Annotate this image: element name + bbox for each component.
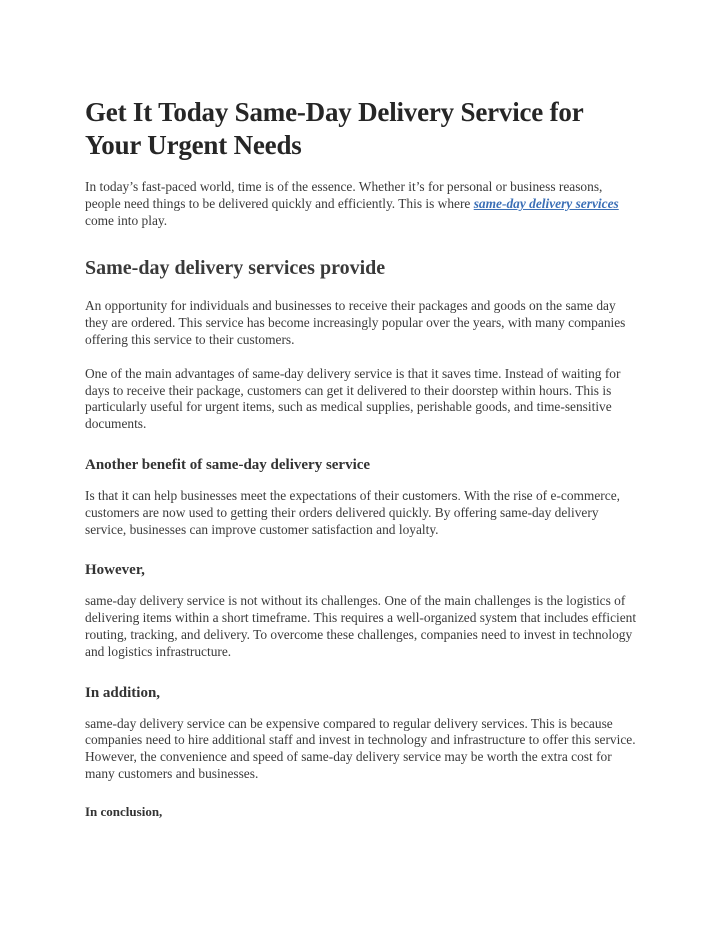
intro-paragraph bbox=[85, 179, 640, 229]
same-day-delivery-link[interactable]: same-day delivery services bbox=[473, 195, 619, 211]
section-heading-provide: Same-day delivery services provide bbox=[85, 257, 386, 280]
page-title: Get It Today Same-Day Delivery Service for Your Urgent Needs bbox=[85, 97, 584, 160]
section-heading-in-conclusion: In conclusion, bbox=[85, 803, 163, 819]
section4-paragraph: same-day delivery service can be expensive compared to regular delivery services. This is because companies need to hire additional staff and invest in technology and infrastructure to offer this service. However, the convenience and speed of same-day delivery service may be worth the extra cost for many customers and businesses. bbox=[85, 715, 636, 781]
section2-text-before: Is that it can help businesses meet the expectations of their bbox=[85, 487, 403, 503]
section2-customers-word: customers. bbox=[402, 488, 461, 503]
section-heading-another-benefit: Another benefit of same-day delivery service bbox=[85, 456, 371, 473]
section1-paragraph-1: An opportunity for individuals and businesses to receive their packages and goods on the same day they are ordered. This service has become increasingly popular over the years, with many companies offering this service to their customers. bbox=[85, 298, 626, 347]
section-heading-however: However, bbox=[85, 562, 145, 579]
intro-text-before-link: In today’s fast-paced world, time is of the essence. Whether it’s for personal or business reasons, people need things to be delivered quickly and efficiently. This is where bbox=[85, 179, 603, 211]
section3-paragraph: same-day delivery service is not without its challenges. One of the main challenges is the logistics of delivering items within a short timeframe. This requires a well-organized system that includes efficient routing, tracking, and delivery. To overcome these challenges, companies need to invest in technology and logistics infrastructure. bbox=[85, 593, 637, 659]
intro-text-after-link: come into play. bbox=[85, 212, 168, 228]
section2-text-after: With the rise of e-commerce, customers are now used to getting their orders delivered quickly. By offering same-day delivery service, businesses can improve customer satisfaction and loyalty. bbox=[85, 487, 620, 537]
section-heading-in-addition: In addition, bbox=[85, 684, 161, 701]
document-page bbox=[85, 96, 640, 821]
section1-paragraph-2: One of the main advantages of same-day delivery service is that it saves time. Instead of waiting for days to receive their package, customers can get it delivered to their doorstep within hours. This is particularly useful for urgent items, such as medical supplies, perishable goods, and time-sensitive documents. bbox=[85, 365, 621, 432]
section2-paragraph bbox=[85, 488, 640, 538]
